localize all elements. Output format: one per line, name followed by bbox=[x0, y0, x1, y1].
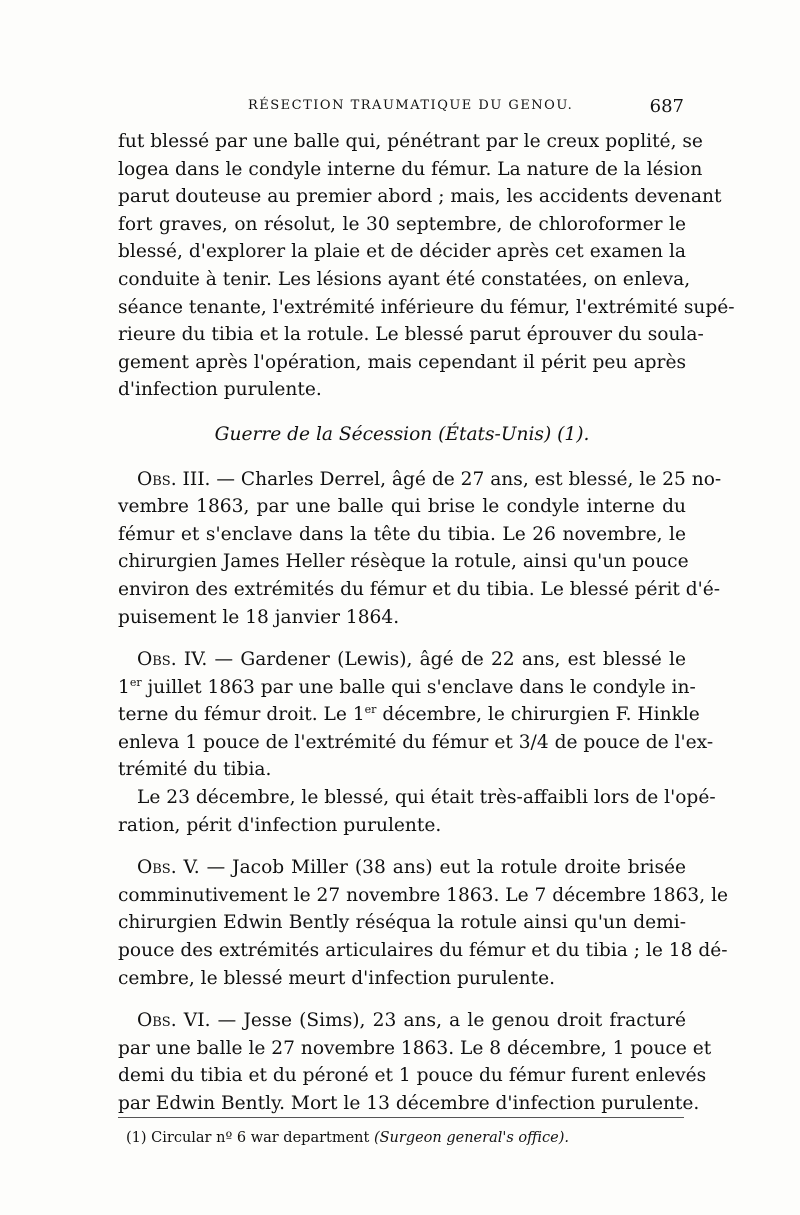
text-line: par Edwin Bently. Mort le 13 décembre d'infection purulente. bbox=[118, 1093, 700, 1114]
text-line: pouce des extrémités articulaires du fémur et du tibia ; le 18 dé- bbox=[118, 940, 728, 962]
paragraph-gap bbox=[118, 992, 686, 1007]
text-fragment: — Charles Derrel, âgé de 27 ans, est blessé, le 25 no- bbox=[210, 468, 722, 490]
text-line: par une balle le 27 novembre 1863. Le 8 décembre, 1 pouce et bbox=[118, 1037, 712, 1059]
text-line: enleva 1 pouce de l'extrémité du fémur et 3/4 de pouce de l'ex- bbox=[118, 731, 714, 753]
text-line: chirurgien James Heller résèque la rotule, ainsi qu'un pouce bbox=[118, 551, 689, 573]
text-fragment: juillet 1863 par une balle qui s'enclave dans le condyle in- bbox=[141, 676, 696, 698]
text-line: conduite à tenir. Les lésions ayant été constatées, on enleva, bbox=[118, 268, 691, 290]
text-line: logea dans le condyle interne du fémur. La nature de la lésion bbox=[118, 158, 703, 180]
text-line bbox=[118, 646, 686, 674]
text-line: vembre 1863, par une balle qui brise le condyle interne du bbox=[118, 496, 686, 518]
superscript: er bbox=[364, 703, 377, 717]
observation-label: Obs. III. bbox=[137, 468, 211, 490]
page-body bbox=[118, 128, 735, 1118]
text-line: chirurgien Edwin Bently réséqua la rotule ainsi qu'un demi- bbox=[118, 912, 686, 934]
text-line bbox=[118, 466, 722, 494]
text-line bbox=[118, 701, 700, 729]
text-line bbox=[118, 854, 686, 882]
text-fragment: — Gardener (Lewis), âgé de 22 ans, est blessé le bbox=[207, 649, 686, 671]
text-line: blessé, d'explorer la plaie et de décider après cet examen la bbox=[118, 241, 686, 263]
text-line: ration, périt d'infection purulente. bbox=[118, 814, 442, 836]
paragraph-gap bbox=[118, 839, 686, 854]
text-line: fut blessé par une balle qui, pénétrant par le creux poplité, se bbox=[118, 131, 703, 152]
text-line: rieure du tibia et la rotule. Le blessé parut éprouver du soula- bbox=[118, 324, 704, 346]
text-line: comminutivement le 27 novembre 1863. Le 7 décembre 1863, le bbox=[118, 884, 729, 906]
text-fragment: — Jacob Miller (38 ans) eut la rotule droite brisée bbox=[199, 857, 686, 879]
text-line: gement après l'opération, mais cependant il périt peu après bbox=[118, 351, 686, 373]
observation-4 bbox=[118, 646, 716, 839]
text-line: puisement le 18 janvier 1864. bbox=[118, 606, 400, 628]
paragraph-gap bbox=[118, 631, 686, 646]
observation-5 bbox=[118, 854, 729, 992]
observation-3 bbox=[118, 466, 722, 632]
footnote-marker: (1) bbox=[126, 1130, 147, 1146]
text-line bbox=[118, 674, 696, 702]
text-line: fort graves, on résolut, le 30 septembre, de chloroformer le bbox=[118, 213, 686, 235]
footnote bbox=[126, 1130, 569, 1146]
page-number: 687 bbox=[649, 96, 684, 117]
running-head bbox=[118, 96, 684, 120]
text-line: fémur et s'enclave dans la tête du tibia. Le 26 novembre, le bbox=[118, 523, 686, 545]
text-line: trémité du tibia. bbox=[118, 759, 272, 781]
text-line: Le 23 décembre, le blessé, qui était très-affaibli lors de l'opé- bbox=[137, 787, 716, 809]
footnote-text: Circular nº 6 war department bbox=[151, 1130, 370, 1146]
observation-label: Obs. IV. bbox=[137, 649, 208, 671]
text-line: demi du tibia et du péroné et 1 pouce du fémur furent enlevés bbox=[118, 1065, 707, 1087]
observation-6 bbox=[118, 1007, 712, 1117]
text-line: d'infection purulente. bbox=[118, 379, 322, 401]
text-line: séance tenante, l'extrémité inférieure du fémur, l'extrémité supé- bbox=[118, 296, 735, 318]
text-fragment: décembre, le chirurgien F. Hinkle bbox=[376, 704, 700, 726]
running-title: RÉSECTION TRAUMATIQUE DU GENOU. bbox=[248, 98, 574, 113]
text-line: cembre, le blessé meurt d'infection purulente. bbox=[118, 967, 556, 989]
footnote-source: (Surgeon general's office). bbox=[373, 1130, 569, 1146]
observation-label: Obs. VI. bbox=[137, 1010, 211, 1032]
observation-label: Obs. V. bbox=[137, 857, 200, 879]
text-line: parut douteuse au premier abord ; mais, les accidents devenant bbox=[118, 186, 722, 208]
text-fragment: terne du fémur droit. Le 1 bbox=[118, 704, 365, 726]
text-line bbox=[118, 1007, 686, 1035]
text-fragment: — Jesse (Sims), 23 ans, a le genou droit fracturé bbox=[210, 1010, 686, 1032]
paragraph-continuation bbox=[118, 128, 735, 404]
superscript: er bbox=[129, 675, 142, 689]
footnote-rule bbox=[118, 1117, 684, 1118]
text-line: environ des extrémités du fémur et du tibia. Le blessé périt d'é- bbox=[118, 578, 721, 600]
section-heading: Guerre de la Sécession (États-Unis) (1). bbox=[214, 423, 590, 445]
text-fragment: 1 bbox=[118, 676, 130, 698]
